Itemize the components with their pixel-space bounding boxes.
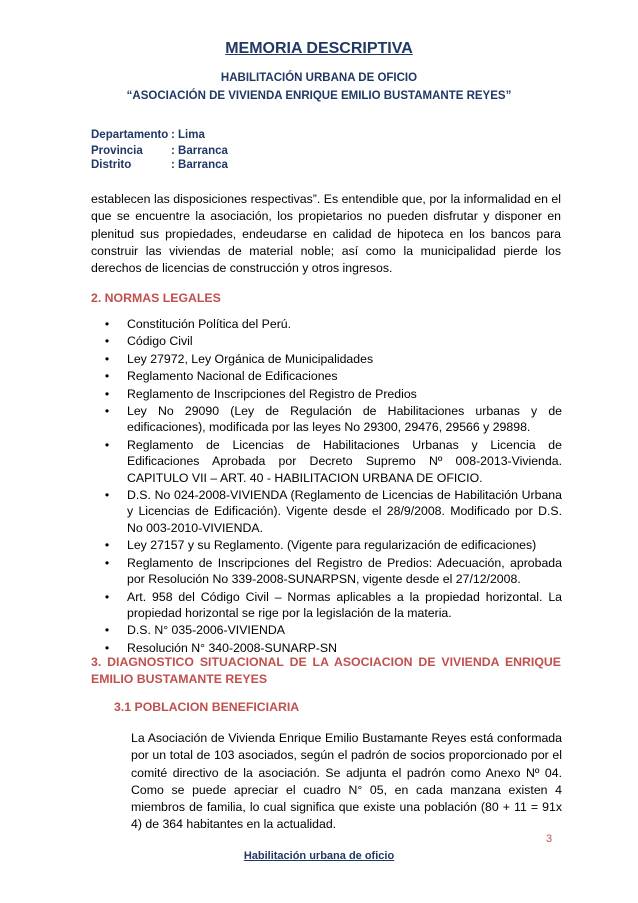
bullet-icon: • [104, 404, 110, 419]
list-item-text: Reglamento de Licencias de Habilitaciones Urbanas y Licencia de Edificaciones Aprobada por Decreto Supremo Nº 008-2013-Vivienda. CAPITULO VII – ART. 40 - HABILITACION URBANA DE OFICIO. [127, 437, 562, 485]
intro-paragraph: establecen las disposiciones respectivas”. Es entendible que, por la informalidad en el que se encuentre la asociación, los propietarios no pueden disfrutar y disponer en plenitud sus propiedades, endeudarse en calidad de hipoteca en los bancos para construir las viviendas de material noble; así como la municipalidad pierde los derechos de licencias de construcción y otros ingresos. [91, 192, 561, 276]
location-department [91, 129, 205, 141]
bullet-icon: • [104, 538, 110, 553]
list-item-text: Reglamento de Inscripciones del Registro de Predios [127, 386, 417, 401]
list-item-text: D.S. No 024-2008-VIVIENDA (Reglamento de Licencias de Habilitación Urbana y Licencias de Edificación). Vigente desde el 28/9/2008. Modificado por D.S. No 003-2010-VIVIENDA. [127, 488, 562, 535]
list-item [98, 589, 562, 622]
location-value: : Lima [171, 129, 205, 141]
location-value: : Barranca [171, 159, 228, 171]
list-item-text: Art. 958 del Código Civil – Normas aplicables a la propiedad horizontal. La propiedad horizontal se rige por la legislación de la materia. [127, 589, 562, 620]
location-key: Provincia [91, 145, 143, 157]
bullet-icon: • [104, 334, 110, 349]
beneficiary-paragraph: La Asociación de Vivienda Enrique Emilio Bustamante Reyes está conformada por un total de 103 asociados, según el padrón de socios proporcionado por el comité directivo de la asociación. Se adjunta el padrón como Anexo Nº 04. Como se puede apreciar el cuadro N° 05, en cada manzana existen 4 miembros de familia, lo cual significa que existe una población (80 + 11 = 91x 4) de 364 habitantes en la actualidad. [131, 731, 562, 832]
bullet-icon: • [104, 437, 110, 452]
list-item-text: Reglamento de Inscripciones del Registro de Predios: Adecuación, aprobada por Resolución No 339-2008-SUNARPSN, vigente desde el 27/12/2008. [127, 555, 562, 587]
bullet-icon: • [104, 488, 110, 503]
bullet-icon: • [104, 555, 110, 570]
list-item [98, 487, 562, 536]
footer-text: Habilitación urbana de oficio [243, 850, 395, 862]
list-item-text: Resolución N° 340-2008-SUNARP-SN [127, 640, 337, 655]
section-3-1-heading: 3.1 POBLACION BENEFICIARIA [114, 700, 300, 714]
bullet-icon: • [104, 640, 110, 655]
bullet-icon: • [104, 589, 110, 604]
association-name: “ASOCIACIÓN DE VIVIENDA ENRIQUE EMILIO BUSTAMANTE REYES” [126, 90, 512, 102]
list-item-text: Reglamento Nacional de Edificaciones [127, 369, 338, 384]
location-district [91, 159, 228, 171]
list-item-text: Ley 27972, Ley Orgánica de Municipalidades [127, 351, 374, 366]
page-number: 3 [546, 833, 553, 845]
location-key: Distrito [91, 159, 132, 171]
list-item-text: Ley 27157 y su Reglamento. (Vigente para regularización de edificaciones) [127, 538, 537, 553]
bullet-icon: • [104, 386, 110, 401]
location-key: Departamento [91, 129, 169, 141]
list-item [98, 537, 562, 553]
bullet-icon: • [104, 317, 110, 331]
list-item-text: Ley No 29090 (Ley de Regulación de Habilitaciones urbanas y de edificaciones), modificada por las leyes No 29300, 29476, 29566 y 29898. [127, 404, 562, 435]
document-subtitle: HABILITACIÓN URBANA DE OFICIO [220, 72, 418, 84]
list-item [98, 351, 562, 367]
list-item-text: Código Civil [127, 334, 193, 349]
list-item-text: D.S. N° 035-2006-VIVIENDA [127, 623, 286, 638]
list-item [98, 437, 562, 486]
legal-norms-list [98, 316, 562, 657]
section-3-heading: 3. DIAGNOSTICO SITUACIONAL DE LA ASOCIACION DE VIVIENDA ENRIQUE EMILIO BUSTAMANTE REYES [91, 655, 561, 687]
list-item [98, 333, 562, 349]
bullet-icon: • [104, 369, 110, 384]
location-value: : Barranca [171, 145, 228, 157]
list-item [98, 368, 562, 384]
list-item [98, 403, 562, 436]
list-item [98, 386, 562, 402]
list-item [98, 316, 562, 332]
list-item [98, 622, 562, 638]
list-item-text: Constitución Política del Perú. [127, 317, 292, 331]
document-title: MEMORIA DESCRIPTIVA [225, 40, 413, 57]
bullet-icon: • [104, 351, 110, 366]
bullet-icon: • [104, 623, 110, 638]
list-item [98, 555, 562, 588]
location-province [91, 145, 228, 157]
section-2-heading: 2. NORMAS LEGALES [91, 291, 221, 305]
